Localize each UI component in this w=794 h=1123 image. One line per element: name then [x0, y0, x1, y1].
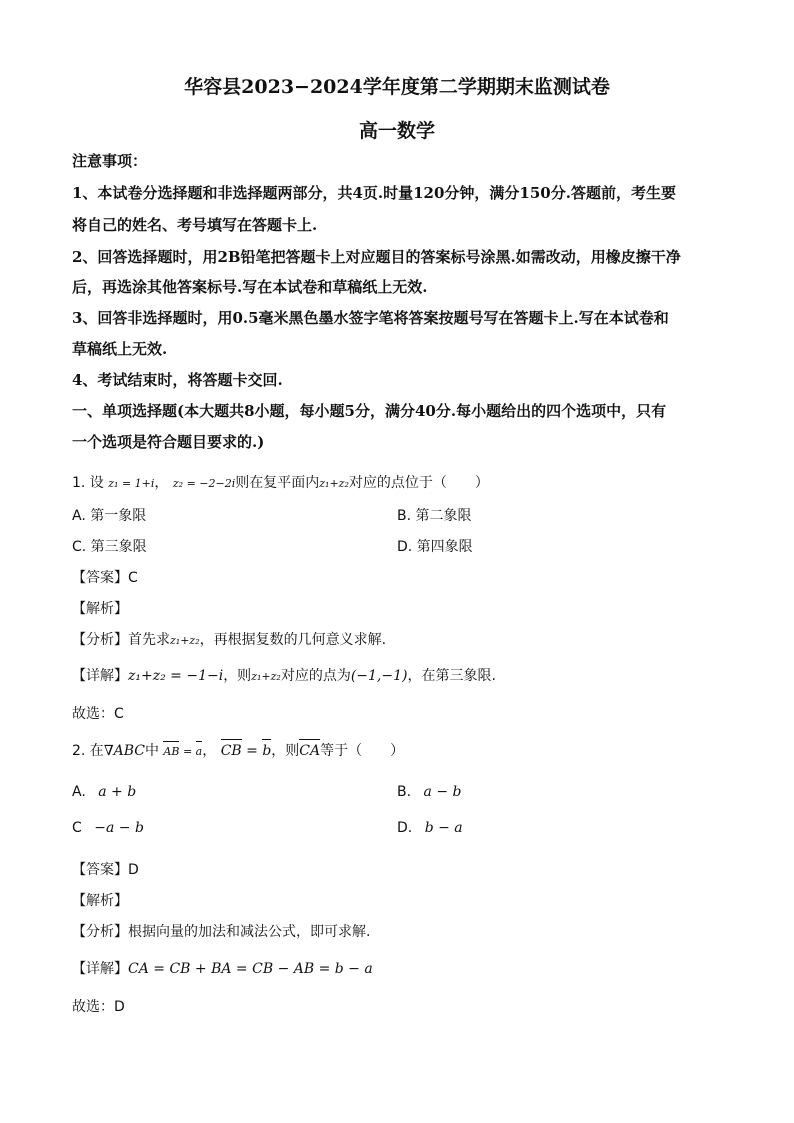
notice-item3-line2: 草稿纸上无效.	[72, 340, 168, 358]
q1-sum: z₁+z₂	[319, 477, 349, 490]
q2-option-d-label: D.	[397, 820, 413, 836]
q1-answer-tag: 【答案】	[72, 570, 128, 586]
q2-stem: 2. 在∇ABC中 AB = a， CB = b，则CA等于（ ）	[72, 743, 405, 759]
q2-eq2-left: CB	[220, 743, 242, 759]
q2-option-a	[72, 784, 136, 800]
q1-fenxi	[72, 629, 386, 649]
q1-fenxi-expr: z₁+z₂	[170, 634, 200, 647]
q2-option-a-label: A.	[72, 784, 86, 800]
q1-z1: z₁ = 1+i	[108, 477, 155, 490]
notice-item2-line2: 后，再选涂其他答案标号.写在本试卷和草稿纸上无效.	[72, 278, 428, 296]
q1-fenxi-tag: 【分析】	[72, 632, 128, 648]
q2-option-b-expr: a − b	[423, 784, 462, 800]
q1-text: 则在复平面内	[235, 475, 320, 491]
q1-detail	[72, 665, 496, 685]
q2-eq1-left: AB	[163, 745, 180, 758]
q1-number: 1. 设	[72, 475, 104, 491]
exam-title: 华容县2023−2024学年度第二学期期末监测试卷	[184, 76, 610, 98]
q1-answer	[72, 567, 138, 587]
q2-answer-tag: 【答案】	[72, 862, 128, 878]
q2-option-b	[397, 784, 461, 800]
q1-option-a: A. 第一象限	[72, 508, 147, 524]
q1-choose: 故选：C	[72, 706, 124, 722]
q2-eq2-right: b	[262, 743, 272, 759]
q1-tail: 对应的点位于（ ）	[348, 475, 489, 491]
q2-answer-value: D	[128, 862, 139, 878]
q2-fenxi-text: 根据向量的加法和减法公式，即可求解.	[128, 924, 371, 940]
q2-detail	[72, 958, 373, 978]
q1-z2: z₂ = −2−2i	[172, 477, 236, 490]
q2-option-c-expr: −a − b	[94, 820, 144, 836]
q1-option-d: D. 第四象限	[397, 539, 473, 555]
q1-detail-mid2: 对应的点为	[280, 668, 351, 684]
notice-item1-line2: 将自己的姓名、考号填写在答题卡上.	[72, 216, 318, 234]
q2-choose: 故选：D	[72, 999, 125, 1015]
q1-detail-expr2: z₁+z₂	[251, 670, 281, 683]
q1-fenxi-pre: 首先求	[128, 632, 170, 648]
q2-option-d-expr: b − a	[424, 820, 463, 836]
q1-detail-post: ，在第三象限.	[407, 668, 496, 684]
section1-line1: 一、单项选择题(本大题共8小题，每小题5分，满分40分.每小题给出的四个选项中，只有	[72, 402, 667, 420]
q2-triangle: ∇ABC	[103, 743, 145, 759]
q1-sep: ，	[154, 475, 169, 491]
q1-option-b: B. 第二象限	[397, 508, 472, 524]
q2-eq1-right: a	[195, 745, 203, 758]
q1-detail-point: (−1,−1)	[350, 668, 408, 684]
q2-detail-expr: CA = CB + BA = CB − AB = b − a	[128, 961, 373, 977]
q2-comma: ，	[202, 743, 217, 759]
q2-fenxi-tag: 【分析】	[72, 924, 128, 940]
q2-number: 2. 在	[72, 743, 104, 759]
notice-item4: 4、考试结束时，将答题卡交回.	[72, 371, 283, 389]
notice-item3-line1: 3、回答非选择题时，用0.5毫米黑色墨水签字笔将答案按题号写在答题卡上.写在本试卷和	[72, 309, 669, 327]
notice-item1-line1: 1、本试卷分选择题和非选择题两部分，共4页.时量120分钟，满分150分.答题前，考生要	[72, 184, 676, 202]
q1-detail-expr: z₁+z₂ = −1−i	[128, 668, 224, 684]
q2-detail-tag: 【详解】	[72, 961, 128, 977]
q1-analysis-tag: 【解析】	[72, 601, 128, 617]
q2-option-c-label: C	[72, 820, 82, 836]
q1-detail-tag: 【详解】	[72, 668, 128, 684]
exam-subject: 高一数学	[358, 120, 435, 142]
notice-item2-line1: 2、回答选择题时，用2B铅笔把答题卡上对应题目的答案标号涂黑.如需改动，用橡皮擦干净	[72, 248, 681, 266]
section1-line2: 一个选项是符合题目要求的.)	[72, 433, 265, 451]
q1-option-c: C. 第三象限	[72, 539, 147, 555]
q2-target: CA	[299, 743, 321, 759]
q2-option-a-expr: a + b	[98, 784, 137, 800]
q2-option-c	[72, 820, 144, 836]
q2-option-b-label: B.	[397, 784, 412, 800]
q1-stem	[72, 472, 489, 492]
q2-option-d	[397, 820, 463, 836]
q2-answer	[72, 859, 139, 879]
q1-detail-mid: ，则	[223, 668, 252, 684]
q1-fenxi-post: ，再根据复数的几何意义求解.	[199, 632, 387, 648]
q1-answer-value: C	[128, 570, 138, 586]
q2-fenxi	[72, 921, 370, 941]
q2-zhong: 中	[144, 743, 159, 759]
q2-analysis-tag: 【解析】	[72, 893, 128, 909]
q2-tail: 等于（ ）	[320, 743, 405, 759]
q2-ze: ，则	[271, 743, 300, 759]
notice-heading: 注意事项：	[72, 152, 148, 170]
